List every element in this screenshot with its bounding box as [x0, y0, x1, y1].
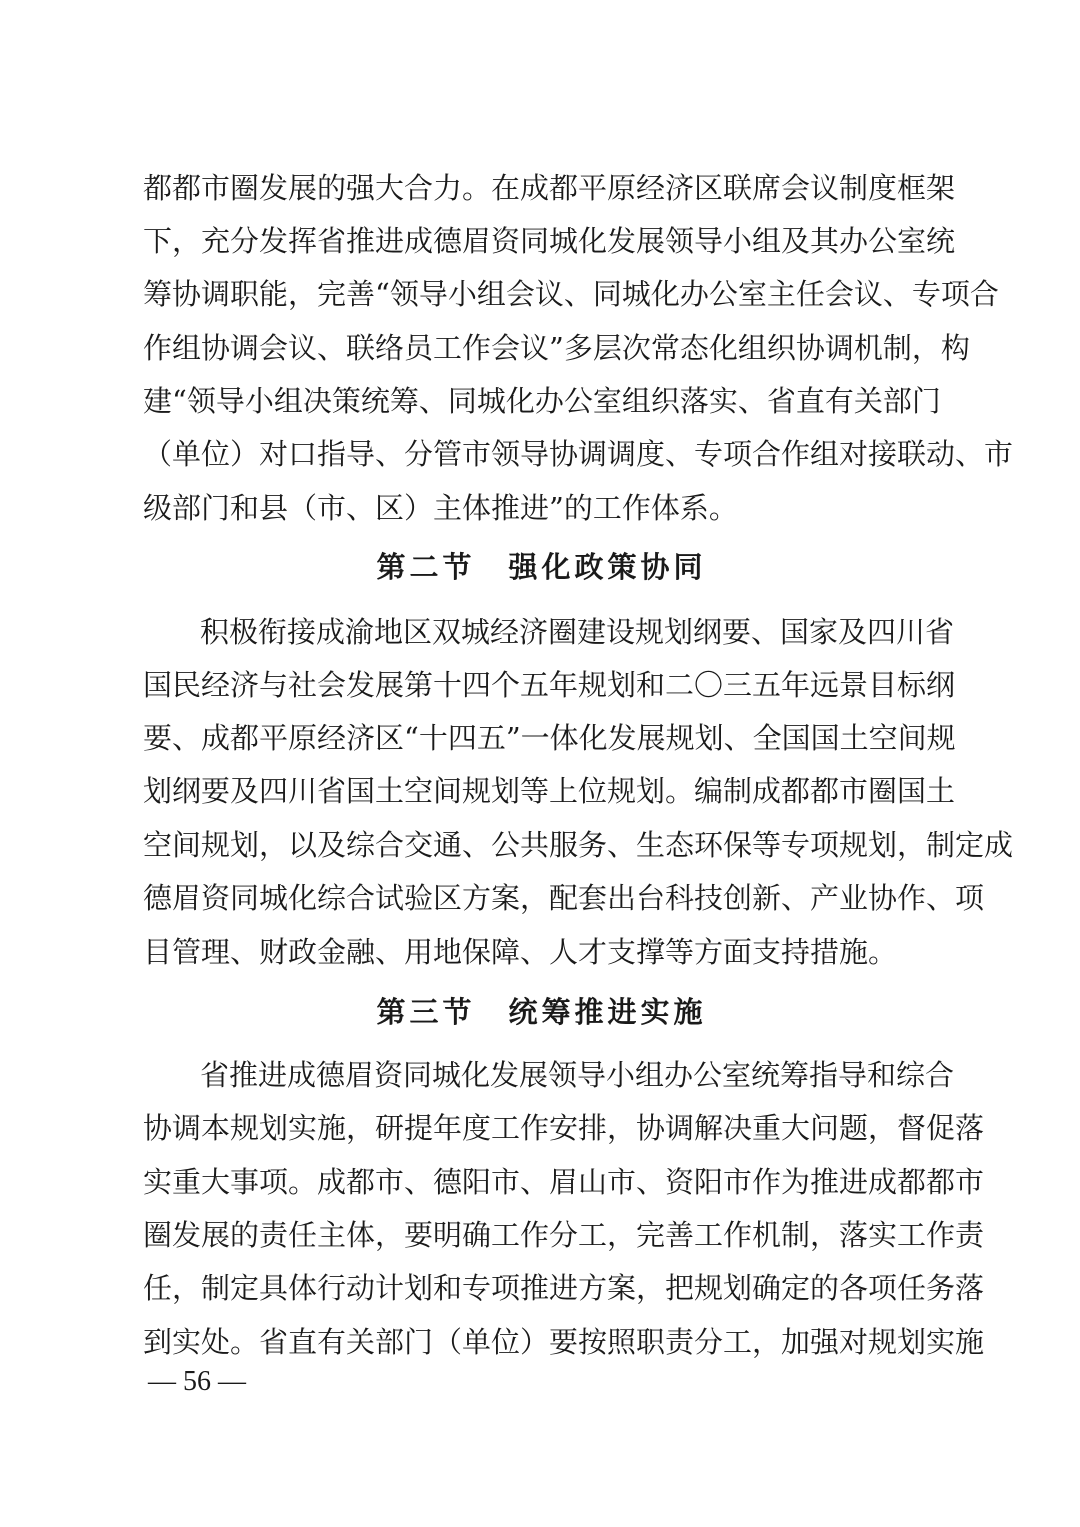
paragraph-line: 划纲要及四川省国土空间规划等上位规划。编制成都都市圈国土	[143, 774, 956, 808]
paragraph-line: 省推进成德眉资同城化发展领导小组办公室统筹指导和综合	[200, 1058, 955, 1092]
paragraph-line: 筹协调职能，完善“领导小组会议、同城化办公室主任会议、专项合	[143, 277, 999, 311]
section-heading: 第二节 强化政策协同	[376, 550, 707, 584]
section-heading: 第三节 统筹推进实施	[376, 995, 707, 1029]
paragraph-line: 国民经济与社会发展第十四个五年规划和二〇三五年远景目标纲	[143, 668, 956, 702]
paragraph-line: 到实处。省直有关部门（单位）要按照职责分工，加强对规划实施	[143, 1325, 985, 1359]
page-number: — 56 —	[148, 1366, 246, 1397]
paragraph-line: 协调本规划实施，研提年度工作安排，协调解决重大问题，督促落	[143, 1111, 985, 1145]
paragraph-line: 圈发展的责任主体，要明确工作分工，完善工作机制，落实工作责	[143, 1218, 985, 1252]
paragraph-line: 都都市圈发展的强大合力。在成都平原经济区联席会议制度框架	[143, 171, 956, 205]
paragraph-line: 积极衔接成渝地区双城经济圈建设规划纲要、国家及四川省	[200, 615, 955, 649]
paragraph-line: 要、成都平原经济区“十四五”一体化发展规划、全国国土空间规	[143, 721, 956, 755]
paragraph-line: 德眉资同城化综合试验区方案，配套出台科技创新、产业协作、项	[143, 881, 985, 915]
paragraph-line: （单位）对口指导、分管市领导协调调度、专项合作组对接联动、市	[143, 437, 1014, 471]
paragraph-line: 下，充分发挥省推进成德眉资同城化发展领导小组及其办公室统	[143, 224, 956, 258]
paragraph-line: 级部门和县（市、区）主体推进”的工作体系。	[143, 491, 738, 525]
paragraph-line: 作组协调会议、联络员工作会议”多层次常态化组织协调机制，构	[143, 331, 970, 365]
paragraph-line: 实重大事项。成都市、德阳市、眉山市、资阳市作为推进成都都市	[143, 1165, 985, 1199]
paragraph-line: 目管理、财政金融、用地保障、人才支撑等方面支持措施。	[143, 935, 898, 969]
paragraph-line: 任，制定具体行动计划和专项推进方案，把规划确定的各项任务落	[143, 1271, 985, 1305]
paragraph-line: 空间规划，以及综合交通、公共服务、生态环保等专项规划，制定成	[143, 828, 1014, 862]
paragraph-line: 建“领导小组决策统筹、同城化办公室组织落实、省直有关部门	[143, 384, 941, 418]
